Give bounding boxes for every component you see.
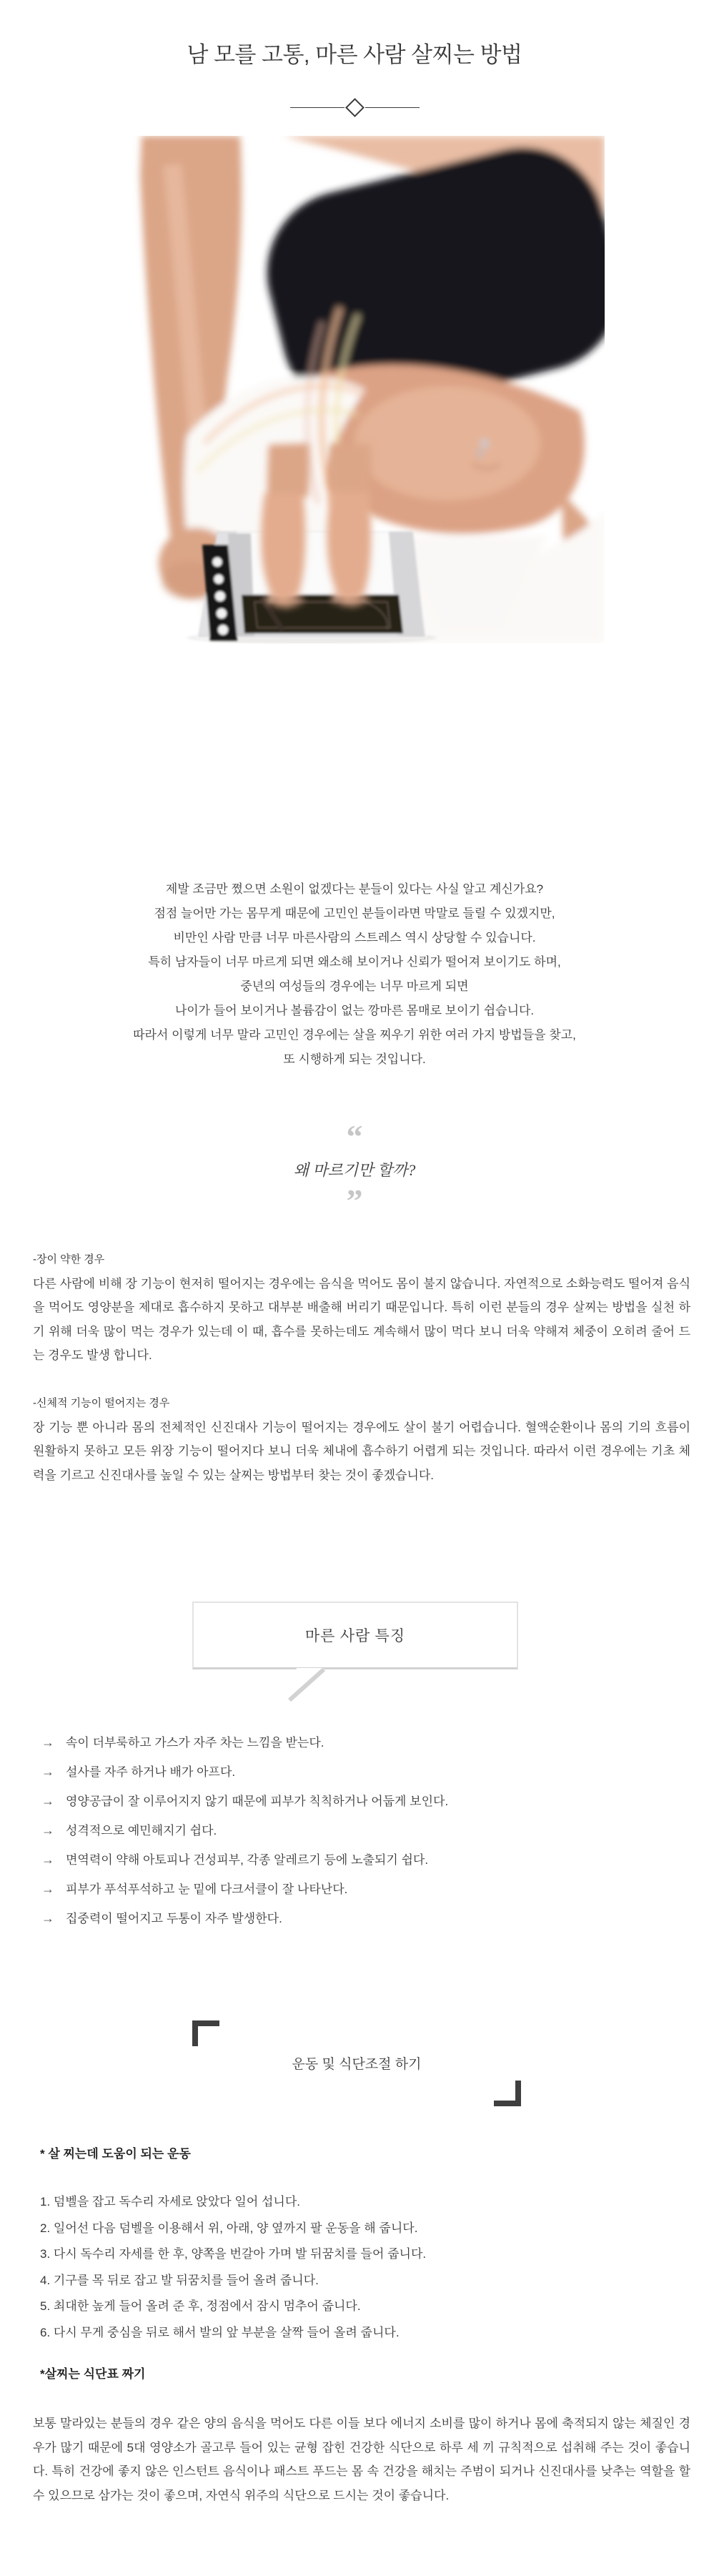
diamond-icon — [345, 98, 365, 117]
intro-line: 또 시행하게 되는 것입니다. — [283, 1052, 426, 1066]
person-on-scale-photo — [104, 136, 605, 643]
exercise-heading: * 살 찌는데 도움이 되는 운동 — [40, 2147, 191, 2161]
intro-line: 비만인 사람 만큼 너무 마른사람의 스트레스 역시 상당할 수 있습니다. — [173, 931, 536, 944]
feature-text: 면역력이 약해 아토피나 건성피부, 각종 알레르기 등에 노출되기 쉽다. — [66, 1853, 429, 1867]
exercise-step: 5. 최대한 높게 들어 올려 준 후, 정점에서 잠시 멈추어 줍니다. — [40, 2299, 361, 2313]
weight-scale — [187, 532, 437, 643]
section-body: 다른 사람에 비해 장 기능이 현저히 떨어지는 경우에는 음식을 먹어도 몸이 불지 않습니다. 자연적으로 소화능력도 떨어져 음식을 먹어도 영양분을 제대로 흡수하지 못하고 대부분 배출해 버리기 때문입니다. 특히 이런 분들의 경우 살찌는 방법을 실천 하기 위해 더욱 많이 먹는 경우가 있는데 이 때, 흡수를 못하는데도 계속해서 많이 먹다 보니 더욱 약해져 체중이 오히려 줄어 드는 경우도 발생 합니다. — [33, 1276, 690, 1362]
plan-title: 운동 및 식단조절 하기 — [292, 2057, 422, 2072]
features-title-box — [192, 1602, 518, 1669]
speech-bubble-tail-icon — [285, 1667, 328, 1704]
section-weak-gut — [33, 1248, 690, 1368]
arrow-icon: → — [41, 1794, 54, 1808]
arrow-icon: → — [41, 1852, 54, 1867]
arrow-icon: → — [41, 1823, 54, 1837]
exercise-step: 4. 기구를 목 뒤로 잡고 발 뒤꿈치를 들어 올려 줍니다. — [40, 2273, 319, 2287]
features-list — [41, 1728, 680, 1933]
arrow-icon: → — [41, 1765, 54, 1779]
feature-text: 영양공급이 잘 이루어지지 않기 때문에 피부가 칙칙하거나 어둡게 보인다. — [66, 1795, 449, 1808]
divider-line-left — [290, 107, 344, 108]
feature-item — [41, 1904, 680, 1933]
section-heading: -신체적 기능이 떨어지는 경우 — [33, 1397, 170, 1409]
section-low-metabolism — [33, 1391, 690, 1487]
arrow-icon: → — [41, 1735, 54, 1750]
feature-item — [41, 1757, 680, 1787]
ornamental-divider — [0, 99, 709, 115]
page-title: 남 모를 고통, 마른 사람 살찌는 방법 — [187, 41, 522, 67]
intro-line: 제발 조금만 쪘으면 소원이 없겠다는 분들이 있다는 사실 알고 계신가요? — [165, 882, 544, 896]
exercise-step: 3. 다시 독수리 자세를 한 후, 양쪽을 번갈아 가며 발 뒤꿈치를 들어 줍니다. — [40, 2247, 427, 2261]
feature-item — [41, 1845, 680, 1875]
intro-line: 점점 늘어만 가는 몸무게 때문에 고민인 분들이라면 막말로 들릴 수 있겠지만, — [154, 907, 555, 920]
diet-heading: *살찌는 식단표 짜기 — [40, 2367, 146, 2381]
features-title: 마른 사람 특징 — [304, 1627, 406, 1644]
intro-paragraph — [0, 877, 709, 1072]
quote-close-icon: ” — [346, 1183, 363, 1219]
plan-title-box — [192, 2016, 522, 2111]
quote-open-icon: “ — [346, 1118, 363, 1155]
intro-line: 나이가 들어 보이거나 볼륨감이 없는 깡마른 몸매로 보이기 쉽습니다. — [174, 1004, 535, 1017]
diet-paragraph: 보통 말라있는 분들의 경우 같은 양의 음식을 먹어도 다른 이들 보다 에너지 소비를 많이 하거나 몸에 축적되지 않는 체질인 경우가 많기 때문에 5대 영양소가 골고루 들어 있는 균형 잡힌 건강한 식단으로 하루 세 끼 규칙적으로 섭취해 주는 것이 좋습니다. 특히 건강에 좋지 않은 인스턴트 음식이나 패스트 푸드는 몸 속 건강을 해치는 주범이 되거나 신진대사를 낮추는 역할을 할 수 있으므로 삼가는 것이 좋으며, 자연식 위주의 식단으로 드시는 것이 좋습니다. — [33, 2417, 690, 2502]
feature-text: 성격적으로 예민해지기 쉽다. — [66, 1824, 217, 1837]
exercise-step: 2. 일어선 다음 덤벨을 이용해서 위, 아래, 양 옆까지 팔 운동을 해 줍니다. — [40, 2221, 418, 2235]
intro-line: 따라서 이렇게 너무 말라 고민인 경우에는 살을 찌우기 위한 여러 가지 방법들을 찾고, — [133, 1028, 576, 1042]
feature-item — [41, 1787, 680, 1816]
section-body: 장 기능 뿐 아니라 몸의 전체적인 신진대사 기능이 떨어지는 경우에도 살이 불기 어렵습니다. 혈액순환이나 몸의 기의 흐름이 원활하지 못하고 모든 위장 기능이 떨어지다 보니 더욱 체내에 흡수하기 어렵게 되는 것입니다. 따라서 이런 경우에는 기초 체력을 기르고 신진대사를 높일 수 있는 살찌는 방법부터 찾는 것이 좋겠습니다. — [33, 1420, 690, 1482]
feature-text: 설사를 자주 하거나 배가 아프다. — [66, 1765, 236, 1779]
feature-item — [41, 1816, 680, 1845]
corner-bracket-bottom-right-icon — [494, 2081, 521, 2106]
feature-text: 집중력이 떨어지고 두통이 자주 발생한다. — [66, 1912, 282, 1925]
feature-text: 속이 더부룩하고 가스가 자주 차는 느낌을 받는다. — [66, 1736, 324, 1750]
exercise-step: 1. 덤벨을 잡고 독수리 자세로 앉았다 일어 섭니다. — [40, 2195, 300, 2209]
arrow-icon: → — [41, 1911, 54, 1925]
exercise-step: 6. 다시 무게 중심을 뒤로 해서 발의 앞 부분을 살짝 들어 올려 줍니다. — [40, 2325, 400, 2339]
feature-item — [41, 1728, 680, 1757]
arrow-icon: → — [41, 1882, 54, 1896]
divider-line-right — [365, 107, 420, 108]
feature-text: 피부가 푸석푸석하고 눈 밑에 다크서클이 잘 나타난다. — [66, 1882, 348, 1896]
quote-text: 왜 마르기만 할까? — [293, 1161, 416, 1179]
corner-bracket-top-left-icon — [192, 2020, 219, 2046]
intro-line: 특히 남자들이 너무 마르게 되면 왜소해 보이거나 신뢰가 떨어져 보이기도 하며, — [148, 955, 561, 969]
section-heading: -장이 약한 경우 — [33, 1253, 105, 1265]
exercise-steps-list — [40, 2189, 688, 2346]
intro-line: 중년의 여성들의 경우에는 너무 마르게 되면 — [240, 979, 469, 993]
feature-item — [41, 1875, 680, 1904]
